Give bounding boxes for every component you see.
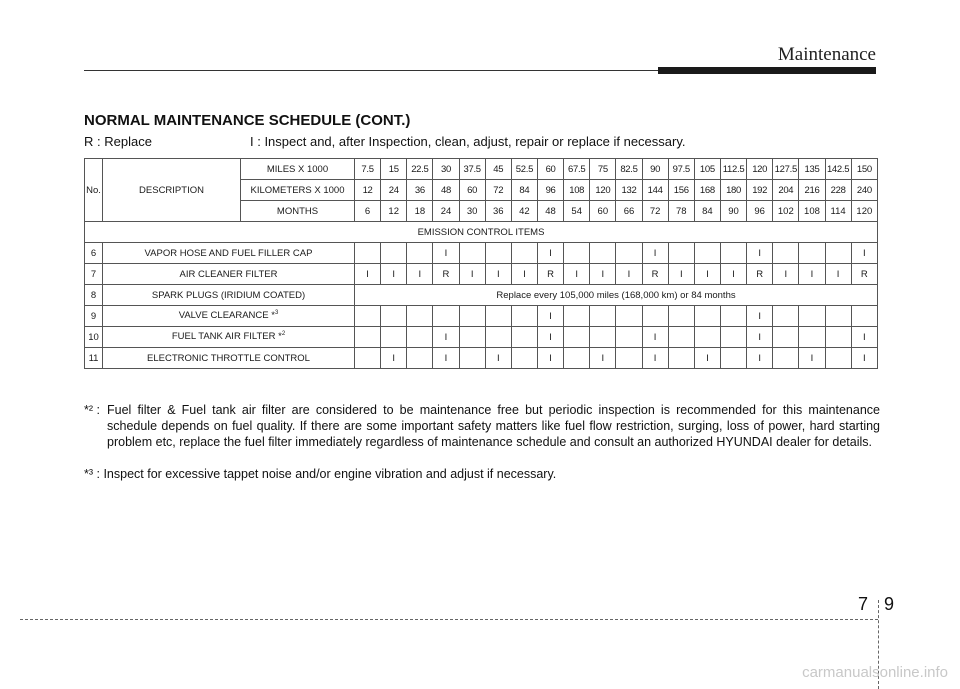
schedule-mark: I: [537, 243, 563, 264]
footnote-2-text: Fuel filter & Fuel tank air filter are considered to be maintenance free but periodic inspection is recommended for this maintenance schedule depends on fuel quality. If there are some important safety matters like fuel flow restriction, surging, loss of power, hard starting problem etc, replace the fuel filter immediately regardless of maintenance schedule and consult an authorized HYUNDAI dealer for details.: [107, 403, 880, 449]
interval-value: 120: [851, 201, 877, 222]
schedule-mark: [511, 348, 537, 369]
interval-value: 48: [433, 180, 459, 201]
schedule-mark: [616, 306, 642, 327]
emission-control-heading: EMISSION CONTROL ITEMS: [85, 222, 878, 243]
interval-value: 135: [799, 159, 825, 180]
schedule-mark: [668, 348, 694, 369]
watermark: carmanualsonline.info: [802, 664, 948, 681]
schedule-mark: I: [694, 348, 720, 369]
schedule-mark: [694, 306, 720, 327]
schedule-mark: I: [485, 264, 511, 285]
schedule-mark: [773, 348, 799, 369]
schedule-mark: [825, 306, 851, 327]
row-description: [103, 264, 355, 285]
schedule-mark: [825, 243, 851, 264]
schedule-mark: [590, 243, 616, 264]
schedule-mark: I: [642, 327, 668, 348]
schedule-mark: I: [799, 264, 825, 285]
interval-value: 144: [642, 180, 668, 201]
interval-value: 228: [825, 180, 851, 201]
interval-value: 108: [564, 180, 590, 201]
schedule-mark: I: [485, 348, 511, 369]
schedule-mark: [773, 306, 799, 327]
schedule-mark: R: [537, 264, 563, 285]
schedule-mark: [590, 327, 616, 348]
page-number: 9: [884, 594, 895, 614]
schedule-mark: [407, 243, 433, 264]
schedule-mark: [616, 243, 642, 264]
schedule-mark: [564, 327, 590, 348]
schedule-mark: [355, 306, 381, 327]
schedule-mark: I: [537, 348, 563, 369]
row-description: [103, 327, 355, 348]
footer-rule: [20, 619, 878, 620]
schedule-mark: [564, 348, 590, 369]
interval-value: 60: [590, 201, 616, 222]
schedule-mark: [773, 243, 799, 264]
interval-value: 90: [642, 159, 668, 180]
schedule-mark: [616, 327, 642, 348]
schedule-mark: I: [642, 348, 668, 369]
interval-value: 90: [720, 201, 746, 222]
interval-value: 127.5: [773, 159, 799, 180]
schedule-mark: R: [851, 264, 877, 285]
interval-value: 66: [616, 201, 642, 222]
interval-value: 120: [590, 180, 616, 201]
interval-value: 192: [747, 180, 773, 201]
interval-value: 84: [511, 180, 537, 201]
schedule-mark: [590, 306, 616, 327]
schedule-mark: [799, 243, 825, 264]
interval-value: 82.5: [616, 159, 642, 180]
interval-label: KILOMETERS X 1000: [241, 180, 355, 201]
row-number: 8: [85, 285, 103, 306]
schedule-mark: I: [747, 306, 773, 327]
schedule-mark: I: [668, 264, 694, 285]
interval-value: 105: [694, 159, 720, 180]
interval-value: 78: [668, 201, 694, 222]
schedule-mark: [825, 348, 851, 369]
footnote-2: [84, 402, 880, 450]
interval-value: 216: [799, 180, 825, 201]
row-description-text: SPARK PLUGS (IRIDIUM COATED): [151, 289, 306, 301]
description-column-header: DESCRIPTION: [103, 159, 241, 222]
schedule-mark: [459, 348, 485, 369]
interval-value: 12: [355, 180, 381, 201]
schedule-mark: [851, 306, 877, 327]
schedule-mark: I: [747, 348, 773, 369]
interval-value: 60: [537, 159, 563, 180]
header-row: [85, 159, 878, 180]
schedule-mark: [799, 327, 825, 348]
interval-value: 36: [407, 180, 433, 201]
schedule-mark: [355, 243, 381, 264]
table-row: [85, 306, 878, 327]
footnote-3: *³ : Inspect for excessive tappet noise and/or engine vibration and adjust if necessary.: [84, 467, 557, 481]
interval-value: 96: [537, 180, 563, 201]
legend-inspect: I : Inspect and, after Inspection, clean, adjust, repair or replace if necessary.: [250, 134, 686, 149]
interval-value: 24: [381, 180, 407, 201]
schedule-mark: I: [851, 348, 877, 369]
schedule-mark: [825, 327, 851, 348]
footnote-marker: 3: [274, 310, 279, 317]
interval-value: 132: [616, 180, 642, 201]
page-header-title: Maintenance: [777, 44, 876, 65]
schedule-mark: [720, 306, 746, 327]
schedule-mark: [485, 306, 511, 327]
row-description: [103, 348, 355, 369]
schedule-mark: I: [825, 264, 851, 285]
schedule-mark: [459, 243, 485, 264]
schedule-mark: [511, 306, 537, 327]
interval-value: 42: [511, 201, 537, 222]
interval-value: 112.5: [720, 159, 746, 180]
row-description: [103, 243, 355, 264]
interval-value: 84: [694, 201, 720, 222]
schedule-mark: [407, 306, 433, 327]
schedule-mark: [459, 327, 485, 348]
schedule-mark: R: [642, 264, 668, 285]
schedule-mark: I: [616, 264, 642, 285]
page-chapter-number: 7: [858, 594, 869, 614]
row-number: 6: [85, 243, 103, 264]
schedule-mark: [407, 348, 433, 369]
schedule-mark: I: [433, 327, 459, 348]
row-number: 10: [85, 327, 103, 348]
table-row: [85, 264, 878, 285]
schedule-mark: [407, 327, 433, 348]
schedule-mark: [668, 327, 694, 348]
interval-value: 18: [407, 201, 433, 222]
interval-value: 45: [485, 159, 511, 180]
schedule-mark: [381, 306, 407, 327]
interval-value: 67.5: [564, 159, 590, 180]
schedule-mark: I: [720, 264, 746, 285]
interval-value: 102: [773, 201, 799, 222]
interval-value: 12: [381, 201, 407, 222]
interval-value: 54: [564, 201, 590, 222]
interval-label: MONTHS: [241, 201, 355, 222]
schedule-mark: I: [799, 348, 825, 369]
schedule-mark: [720, 348, 746, 369]
schedule-mark: [485, 243, 511, 264]
schedule-mark: I: [433, 348, 459, 369]
schedule-mark: [381, 243, 407, 264]
schedule-mark: [720, 243, 746, 264]
interval-note: Replace every 105,000 miles (168,000 km) or 84 months: [355, 285, 878, 306]
schedule-mark: I: [537, 327, 563, 348]
interval-value: 120: [747, 159, 773, 180]
interval-value: 22.5: [407, 159, 433, 180]
schedule-mark: I: [694, 264, 720, 285]
table-row: [85, 285, 878, 306]
interval-value: 30: [459, 201, 485, 222]
schedule-mark: [355, 348, 381, 369]
schedule-mark: I: [381, 348, 407, 369]
schedule-mark: [433, 306, 459, 327]
interval-value: 7.5: [355, 159, 381, 180]
schedule-mark: I: [381, 264, 407, 285]
interval-value: 204: [773, 180, 799, 201]
interval-value: 72: [485, 180, 511, 201]
row-description: [103, 285, 355, 306]
schedule-mark: R: [747, 264, 773, 285]
schedule-mark: I: [433, 243, 459, 264]
row-description-text: VAPOR HOSE AND FUEL FILLER CAP: [144, 247, 313, 259]
interval-value: 114: [825, 201, 851, 222]
table-row: [85, 327, 878, 348]
interval-value: 97.5: [668, 159, 694, 180]
row-number: 11: [85, 348, 103, 369]
schedule-mark: I: [747, 243, 773, 264]
schedule-mark: I: [851, 243, 877, 264]
interval-value: 240: [851, 180, 877, 201]
row-number: 7: [85, 264, 103, 285]
table-row: [85, 348, 878, 369]
schedule-mark: [668, 306, 694, 327]
schedule-mark: [485, 327, 511, 348]
footnote-marker: 2: [281, 331, 286, 338]
schedule-mark: [694, 327, 720, 348]
interval-value: 180: [720, 180, 746, 201]
schedule-mark: R: [433, 264, 459, 285]
row-description-text: AIR CLEANER FILTER: [179, 268, 278, 280]
header-rule-thick: [658, 67, 876, 74]
interval-value: 150: [851, 159, 877, 180]
interval-value: 48: [537, 201, 563, 222]
legend-replace: R : Replace: [84, 134, 152, 149]
interval-value: 36: [485, 201, 511, 222]
interval-value: 24: [433, 201, 459, 222]
row-description-text: ELECTRONIC THROTTLE CONTROL: [147, 352, 310, 364]
schedule-mark: [668, 243, 694, 264]
no-column-header: No.: [85, 159, 103, 222]
schedule-mark: [720, 327, 746, 348]
schedule-mark: [459, 306, 485, 327]
schedule-mark: [511, 327, 537, 348]
schedule-mark: I: [747, 327, 773, 348]
schedule-mark: [616, 348, 642, 369]
schedule-mark: I: [355, 264, 381, 285]
schedule-mark: [799, 306, 825, 327]
maintenance-schedule-table: [84, 158, 878, 369]
interval-value: 142.5: [825, 159, 851, 180]
interval-value: 37.5: [459, 159, 485, 180]
interval-value: 15: [381, 159, 407, 180]
interval-value: 108: [799, 201, 825, 222]
schedule-mark: I: [564, 264, 590, 285]
section-title: NORMAL MAINTENANCE SCHEDULE (CONT.): [84, 112, 411, 129]
row-description: [103, 306, 355, 327]
schedule-mark: [694, 243, 720, 264]
interval-value: 60: [459, 180, 485, 201]
schedule-mark: [381, 327, 407, 348]
interval-value: 30: [433, 159, 459, 180]
schedule-mark: [642, 306, 668, 327]
interval-value: 6: [355, 201, 381, 222]
interval-value: 168: [694, 180, 720, 201]
footnote-2-label: *² :: [84, 403, 100, 417]
schedule-mark: [355, 327, 381, 348]
interval-value: 52.5: [511, 159, 537, 180]
schedule-mark: I: [407, 264, 433, 285]
schedule-mark: I: [511, 264, 537, 285]
interval-value: 156: [668, 180, 694, 201]
interval-value: 72: [642, 201, 668, 222]
schedule-mark: [564, 243, 590, 264]
schedule-mark: [773, 327, 799, 348]
row-number: 9: [85, 306, 103, 327]
table-row: [85, 243, 878, 264]
row-description-text: VALVE CLEARANCE *: [178, 310, 275, 322]
schedule-mark: I: [590, 348, 616, 369]
schedule-mark: I: [459, 264, 485, 285]
schedule-mark: I: [590, 264, 616, 285]
schedule-mark: I: [851, 327, 877, 348]
interval-label: MILES X 1000: [241, 159, 355, 180]
legend: [84, 134, 686, 149]
schedule-mark: I: [642, 243, 668, 264]
row-description-text: FUEL TANK AIR FILTER *: [171, 331, 282, 343]
schedule-mark: I: [537, 306, 563, 327]
schedule-mark: [564, 306, 590, 327]
schedule-mark: [511, 243, 537, 264]
schedule-mark: I: [773, 264, 799, 285]
interval-value: 75: [590, 159, 616, 180]
header-rule: [84, 70, 658, 71]
emission-row: [85, 222, 878, 243]
interval-value: 96: [747, 201, 773, 222]
